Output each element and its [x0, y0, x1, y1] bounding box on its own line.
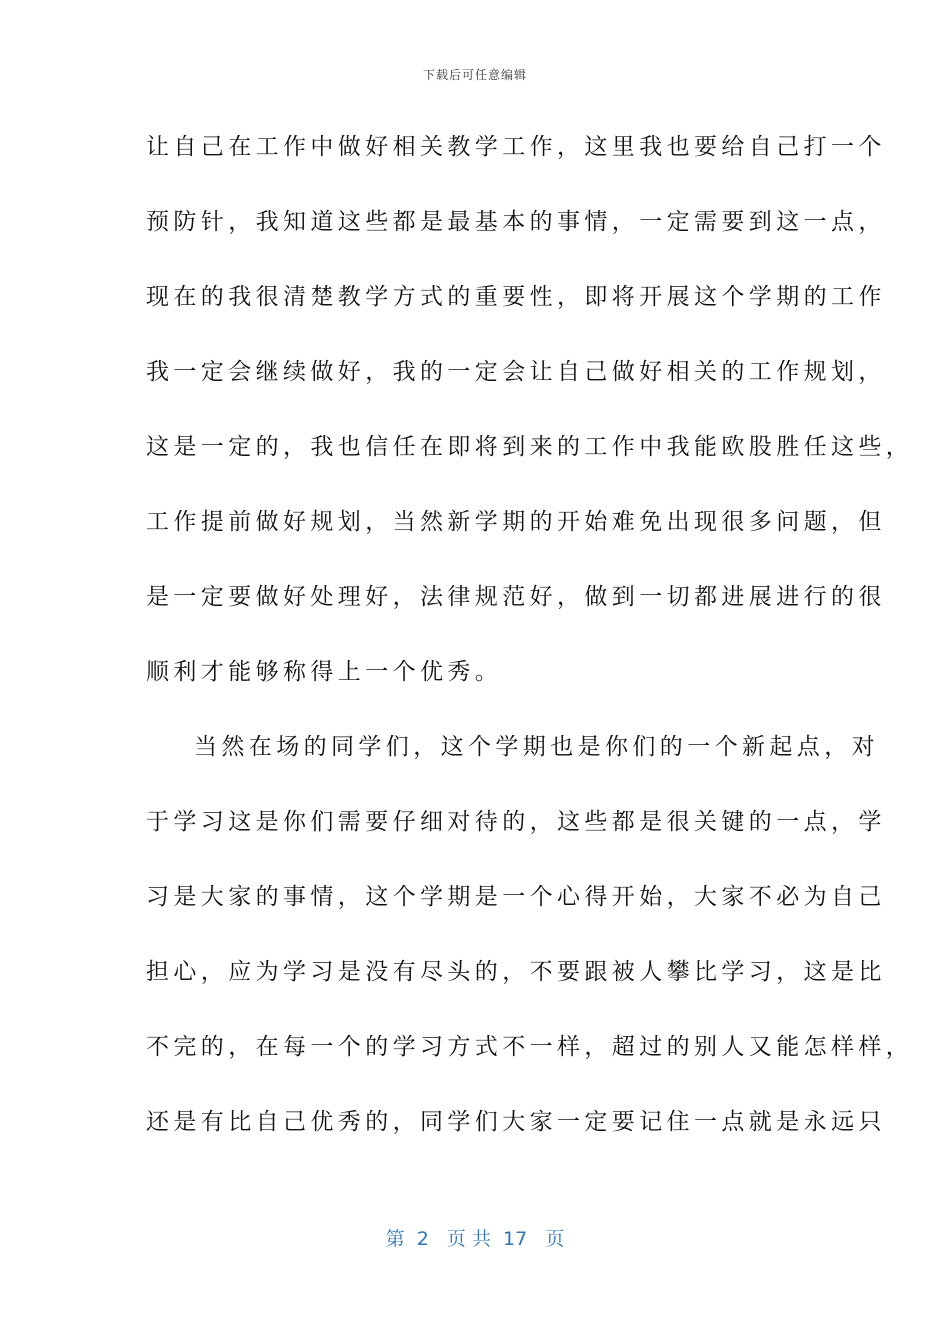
page-number-footer: 第 2 页 共 17 页	[385, 1228, 565, 1250]
document-body	[146, 120, 914, 1170]
text-line: 习是大家的事情，这个学期是一个心得开始，大家不必为自己	[146, 884, 886, 910]
paragraph-first-line: 当然在场的同学们，这个学期也是你们的一个新起点，对	[194, 734, 879, 760]
text-line: 还是有比自己优秀的，同学们大家一定要记住一点就是永远只	[146, 1109, 886, 1135]
text-line: 于学习这是你们需要仔细对待的，这些都是很关键的一点，学	[146, 809, 886, 835]
text-line: 担心，应为学习是没有尽头的，不要跟被人攀比学习，这是比	[146, 959, 886, 985]
text-line: 顺利才能够称得上一个优秀。	[146, 659, 503, 685]
text-line: 我一定会继续做好，我的一定会让自己做好相关的工作规划，	[146, 359, 886, 385]
text-line: 不完的，在每一个的学习方式不一样，超过的别人又能怎样样，	[146, 1034, 914, 1060]
text-line: 现在的我很清楚教学方式的重要性，即将开展这个学期的工作	[146, 284, 886, 310]
text-line: 预防针，我知道这些都是最基本的事情，一定需要到这一点，	[146, 209, 886, 235]
page-header-note: 下载后可任意编辑	[422, 68, 527, 82]
text-line: 这是一定的，我也信任在即将到来的工作中我能欧股胜任这些，	[146, 434, 914, 460]
text-line: 让自己在工作中做好相关教学工作，这里我也要给自己打一个	[146, 134, 886, 160]
text-line: 工作提前做好规划，当然新学期的开始难免出现很多问题，但	[146, 509, 886, 535]
text-line: 是一定要做好处理好，法律规范好，做到一切都进展进行的很	[146, 584, 886, 610]
